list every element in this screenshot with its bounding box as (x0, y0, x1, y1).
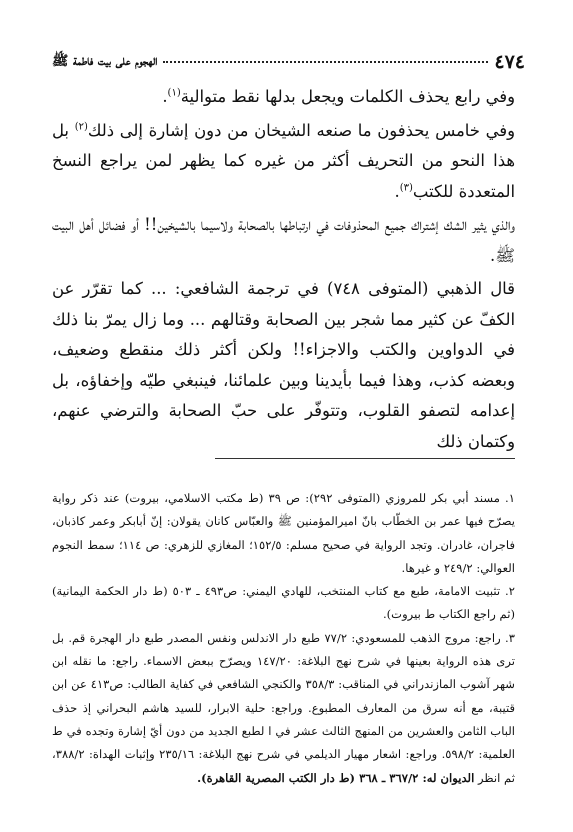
footnote-ref-1[interactable]: (١) (167, 87, 181, 99)
period: . (394, 181, 400, 201)
footnote-1: ١. مسند أبي بكر للمروزي (المتوفى ٢٩٢): ص ٣٩ (ط مكتب الاسلامي، بيروت) عند ذكر رواية يصرّح فيها عمر بن الخطّاب بانّ اميرالمؤمنين ﷺ والعبّاس كانان يقولان: إنّ أبابكر وعمر كاذبان، فاجران، غادران. وتجد الرواية في صحيح مسلم: ١٥٢/٥؛ المغازي للزهري: ص ١١٤؛ سمط النجوم العوالي: ٢٤٩/٢ و غيرها. (52, 491, 515, 575)
paragraph-1 (52, 82, 515, 113)
footnote-ref-3[interactable]: (٣) (399, 182, 413, 194)
page-number: ٤٧٤ (494, 51, 525, 73)
footnote-separator (215, 458, 515, 459)
paragraph-2-text-b: بل هذا النحو من التحريف أكثر من غيره كما يظهر لمن يراجع النسخ المتعددة للكتب (52, 120, 515, 201)
running-title: الهجوم على بيت فاطمة ﷺ (52, 53, 158, 69)
paragraph-4-quote: قال الذهبي (المتوفى ٧٤٨) في ترجمة الشافعي: ... كما تقرّر عن الكفّ عن كثير مما شجر بين الصحابة وقتالهم ... وما زال يمرّ بنا ذلك في الدواوين والكتب والاجزاء!! ولكن أكثر ذلك منقطع وضعيف، وبعضه كذب، وهذا فيما بأيدينا وبين علمائنا، فينبغي طيّه وإخفاؤه، بل إعدامه لتصفو القلوب، وتتوفّر على حبّ الصحابة والترضي عنهم، وكتمان ذلك (52, 279, 515, 451)
main-text (52, 82, 515, 457)
paragraph-2-text-a: وفي خامس يحذفون ما صنعه الشيخان من دون إشارة إلى ذلك (87, 120, 515, 140)
period: . (162, 87, 168, 106)
page-header (52, 48, 525, 76)
paragraph-2 (52, 116, 515, 208)
footnotes (52, 487, 515, 790)
footnote-3 (52, 627, 515, 790)
paragraph-1-text: وفي رابع يحذف الكلمات ويجعل بدلها نقط متوالية (180, 87, 515, 106)
paragraph-3: والذي يثير الشك إشتراك جميع المحذوفات في ارتباطها بالصحابة ولاسيما بالشيخين!! أو فضائل أهل البيت ﷺ. (52, 215, 515, 265)
header-dotted-leader (163, 61, 488, 63)
footnote-3-text: ٣. راجع: مروج الذهب للمسعودي: ٧٧/٢ طبع دار الاندلس ونفس المصدر طبع دار الهجرة قم. بل ترى هذه الرواية بعينها في شرح نهج البلاغة: ١٤٧/٢٠ ويصرّح ببعض الاسماء. راجع: ما نقله ابن شهر آشوب المازندراني في المناقب: ٣٥٨/٣ والكنجي الشافعي في كفاية الطالب: ص٤١٣ عن ابن قتيبة، مع أنه سرق من المعارف المطبوع. وراجع: حلية الابرار، للسيد هاشم البحراني إذ حذف الباب الثامن والعشرين من المنهج الثالث عشر في ا لطبع الجديد من دون أيّ إشارة وتجده في ط العلمية: ٥٩٨/٢. وراجع: اشعار مهيار الديلمي في شرح نهج البلاغة: ٢٣٥/١٦ وإثبات الهداة: ٣٨٨/٢، ثم انظر (52, 630, 515, 785)
footnote-ref-2[interactable]: (٢) (74, 121, 88, 133)
footnote-3-bold-tail: الديوان له: ٣٦٧/٢ ـ ٣٦٨ (ط دار الكتب المصرية القاهرة). (197, 770, 475, 785)
footnote-2: ٢. تثبيت الامامة، طبع مع كتاب المنتخب، للهادي اليمني: ص٤٩٣ ـ ٥٠٣ (ط دار الحكمة اليمانية) (ثم راجع الكتاب ط بيروت). (52, 584, 515, 622)
